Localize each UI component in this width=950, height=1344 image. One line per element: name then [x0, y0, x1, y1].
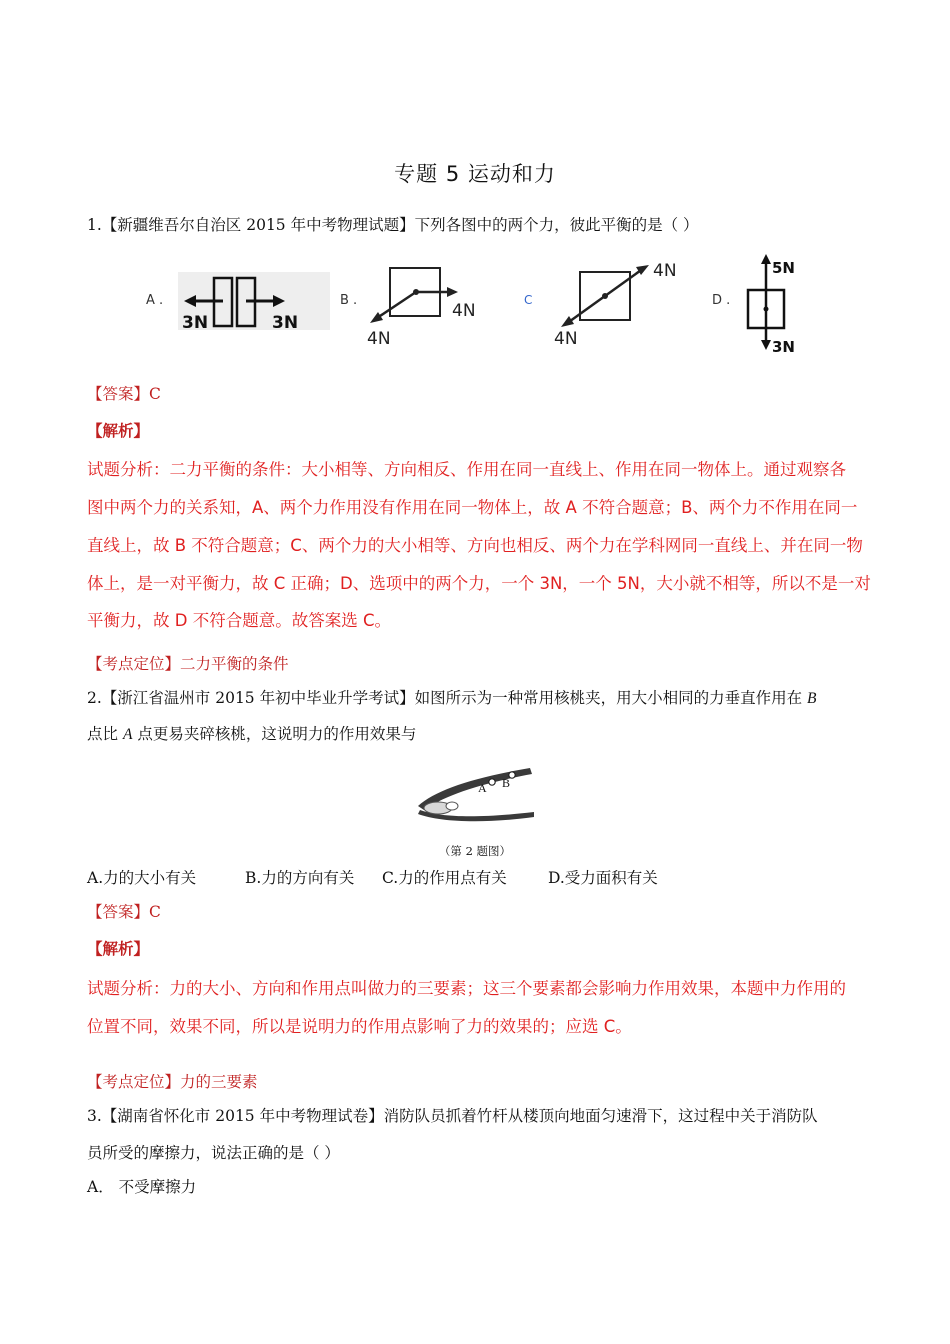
option-a-right-force: 3N [272, 313, 299, 333]
q2-knowledge-point: 【考点定位】力的三要素 [87, 1073, 258, 1091]
figure-d [712, 254, 795, 356]
option-d-down-force: 3N [772, 338, 795, 356]
option-c-label: C [524, 293, 533, 307]
q2-answer: 【答案】C [87, 903, 161, 921]
q1-analysis-heading: 【解析】 [87, 421, 150, 440]
q1-figures [140, 248, 820, 362]
q2-option-b: B.力的方向有关 [245, 869, 355, 887]
option-d-label: D . [712, 293, 731, 308]
q2-option-d: D.受力面积有关 [548, 869, 658, 887]
option-a-label: A . [146, 293, 164, 308]
q1-knowledge-point: 【考点定位】二力平衡的条件 [87, 655, 289, 673]
q2-stem-line-1: 2.【浙江省温州市 2015 年初中毕业升学考试】如图所示为一种常用核桃夹，用大小相同的力垂直作用在 B [87, 689, 817, 707]
option-b-label: B . [340, 293, 358, 308]
q2-analysis-heading: 【解析】 [87, 939, 150, 958]
q1-answer: 【答案】C [87, 385, 161, 403]
q1-analysis-line-5: 平衡力，故 D 不符合题意。故答案选 C。 [87, 611, 391, 630]
q2-analysis-line-2: 位置不同，效果不同，所以是说明力的作用点影响了力的效果的；应选 C。 [87, 1017, 632, 1036]
option-c-force-2: 4N [653, 261, 677, 281]
q3-stem-line-2: 员所受的摩擦力，说法正确的是（ ） [87, 1144, 340, 1162]
q2-options [87, 866, 658, 888]
option-b-force-2: 4N [452, 301, 476, 321]
option-c-force-1: 4N [554, 329, 578, 349]
nutcracker-figure [412, 762, 542, 830]
q2-option-c: C.力的作用点有关 [382, 869, 507, 887]
option-b-force-1: 4N [367, 329, 391, 349]
q2-option-a: A.力的大小有关 [87, 869, 197, 887]
option-d-up-force: 5N [772, 259, 795, 277]
q2-analysis-line-1: 试题分析：力的大小、方向和作用点叫做力的三要素；这三个要素都会影响力作用效果，本题中力作用的 [87, 979, 846, 998]
option-a-left-force: 3N [182, 313, 209, 333]
q1-analysis-line-4: 体上，是一对平衡力，故 C 正确；D、选项中的两个力，一个 3N，一个 5N，大小就不相等，所以不是一对 [87, 574, 871, 593]
q1-stem: 1.【新疆维吾尔自治区 2015 年中考物理试题】下列各图中的两个力，彼此平衡的是（ ） [87, 216, 699, 234]
q1-analysis-line-3: 直线上，故 B 不符合题意；C、两个力的大小相等、方向也相反、两个力在学科网同一直线上、并在同一物 [87, 536, 863, 555]
figure-b [340, 268, 476, 349]
figure-a [146, 272, 330, 333]
figure-label-a: A [478, 781, 487, 795]
figure-label-b: B [502, 776, 511, 790]
q1-analysis-line-2: 图中两个力的关系知，A、两个力作用没有作用在同一物体上，故 A 不符合题意；B、两个力不作用在同一 [87, 498, 858, 517]
q2-figure-caption: （第 2 题图） [438, 844, 512, 858]
page-title: 专题 5 运动和力 [394, 162, 556, 186]
q2-stem-line-2: 点比 A 点更易夹碎核桃，这说明力的作用效果与 [87, 725, 417, 743]
figure-c [524, 261, 677, 349]
q1-analysis-line-1: 试题分析：二力平衡的条件：大小相等、方向相反、作用在同一直线上、作用在同一物体上。通过观察各 [87, 460, 846, 479]
q3-option-a: A． 不受摩擦力 [87, 1178, 197, 1196]
q3-stem-line-1: 3.【湖南省怀化市 2015 年中考物理试卷】消防队员抓着竹杆从楼顶向地面匀速滑下，这过程中关于消防队 [87, 1107, 818, 1125]
